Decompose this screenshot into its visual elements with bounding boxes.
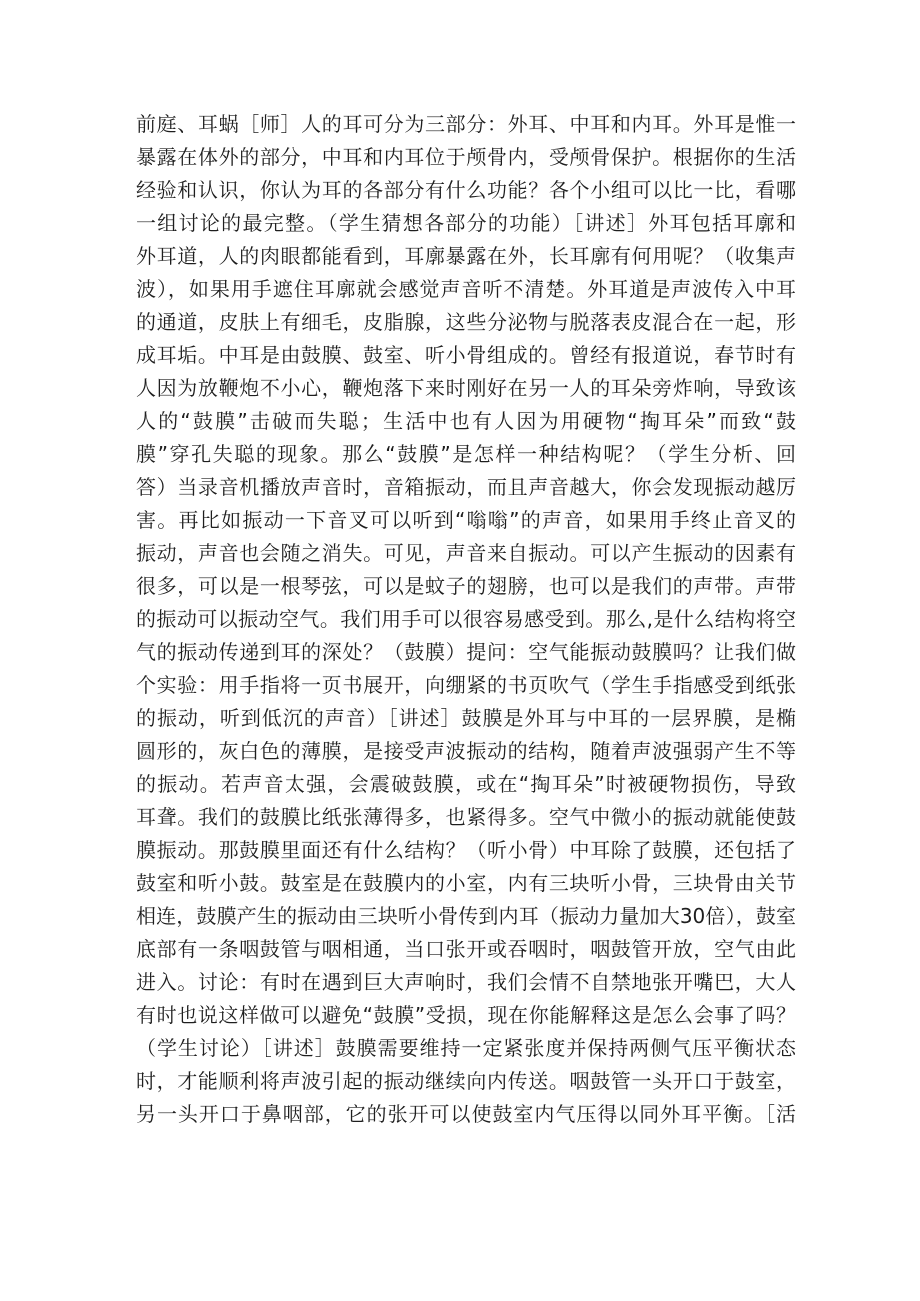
text-line: 进入。讨论：有时在遇到巨大声响时，我们会情不自禁地张开嘴巴，大人 [136, 970, 796, 994]
text-line: 人的“鼓膜”击破而失聪；生活中也有人因为用硬物“掏耳朵”而致“鼓 [136, 409, 796, 433]
text-line: 振动，声音也会随之消失。可见，声音来自振动。可以产生振动的因素有 [136, 541, 796, 565]
text-line: 另一头开口于鼻咽部，它的张开可以使鼓室内气压得以同外耳平衡。［活 [136, 1102, 796, 1126]
text-line: 的振动。若声音太强，会震破鼓膜，或在“掏耳朵”时被硬物损伤，导致 [136, 772, 796, 796]
text-line: 波），如果用手遮住耳廓就会感觉声音听不清楚。外耳道是声波传入中耳 [136, 277, 796, 301]
text-line: 膜振动。那鼓膜里面还有什么结构？（听小骨）中耳除了鼓膜，还包括了 [136, 838, 796, 862]
text-line: 一组讨论的最完整。（学生猜想各部分的功能）［讲述］外耳包括耳廓和 [136, 211, 796, 235]
text-line: 有时也说这样做可以避免“鼓膜”受损，现在你能解释这是怎么会事了吗？ [136, 1003, 796, 1027]
text-line: 前庭、耳蜗［师］人的耳可分为三部分：外耳、中耳和内耳。外耳是惟一 [136, 112, 796, 136]
text-line: 气的振动传递到耳的深处？（鼓膜）提问：空气能振动鼓膜吗？让我们做 [136, 640, 796, 664]
text-line: 人因为放鞭炮不小心，鞭炮落下来时刚好在另一人的耳朵旁炸响，导致该 [136, 376, 796, 400]
text-line: 答）当录音机播放声音时，音箱振动，而且声音越大，你会发现振动越厉 [136, 475, 796, 499]
text-line: 害。再比如振动一下音叉可以听到“嗡嗡”的声音，如果用手终止音叉的 [136, 508, 796, 532]
text-line: 外耳道，人的肉眼都能看到，耳廓暴露在外，长耳廓有何用呢？（收集声 [136, 244, 796, 268]
text-line: 很多，可以是一根琴弦，可以是蚊子的翅膀，也可以是我们的声带。声带 [136, 574, 796, 598]
text-line: 膜”穿孔失聪的现象。那么“鼓膜”是怎样一种结构呢？（学生分析、回 [136, 442, 796, 466]
text-line: 的振动，听到低沉的声音）［讲述］鼓膜是外耳与中耳的一层界膜，是椭 [136, 706, 796, 730]
text-line: 经验和认识，你认为耳的各部分有什么功能？各个小组可以比一比，看哪 [136, 178, 796, 202]
text-line: 成耳垢。中耳是由鼓膜、鼓室、听小骨组成的。曾经有报道说，春节时有 [136, 343, 796, 367]
text-line: 个实验：用手指将一页书展开，向绷紧的书页吹气（学生手指感受到纸张 [136, 673, 796, 697]
text-line: 相连，鼓膜产生的振动由三块听小骨传到内耳（振动力量加大30倍），鼓室 [136, 904, 796, 928]
body-text [136, 108, 796, 1131]
text-line: 鼓室和听小鼓。鼓室是在鼓膜内的小室，内有三块听小骨，三块骨由关节 [136, 871, 796, 895]
text-line: 耳聋。我们的鼓膜比纸张薄得多，也紧得多。空气中微小的振动就能使鼓 [136, 805, 796, 829]
text-line: 暴露在体外的部分，中耳和内耳位于颅骨内，受颅骨保护。根据你的生活 [136, 145, 796, 169]
text-line: 的通道，皮肤上有细毛，皮脂腺，这些分泌物与脱落表皮混合在一起，形 [136, 310, 796, 334]
text-line: 底部有一条咽鼓管与咽相通，当口张开或吞咽时，咽鼓管开放，空气由此 [136, 937, 796, 961]
text-line: （学生讨论）［讲述］鼓膜需要维持一定紧张度并保持两侧气压平衡状态 [136, 1036, 796, 1060]
text-line: 圆形的，灰白色的薄膜，是接受声波振动的结构，随着声波强弱产生不等 [136, 739, 796, 763]
text-line: 时，才能顺利将声波引起的振动继续向内传送。咽鼓管一头开口于鼓室， [136, 1069, 796, 1093]
text-line: 的振动可以振动空气。我们用手可以很容易感受到。那么,是什么结构将空 [136, 607, 796, 631]
